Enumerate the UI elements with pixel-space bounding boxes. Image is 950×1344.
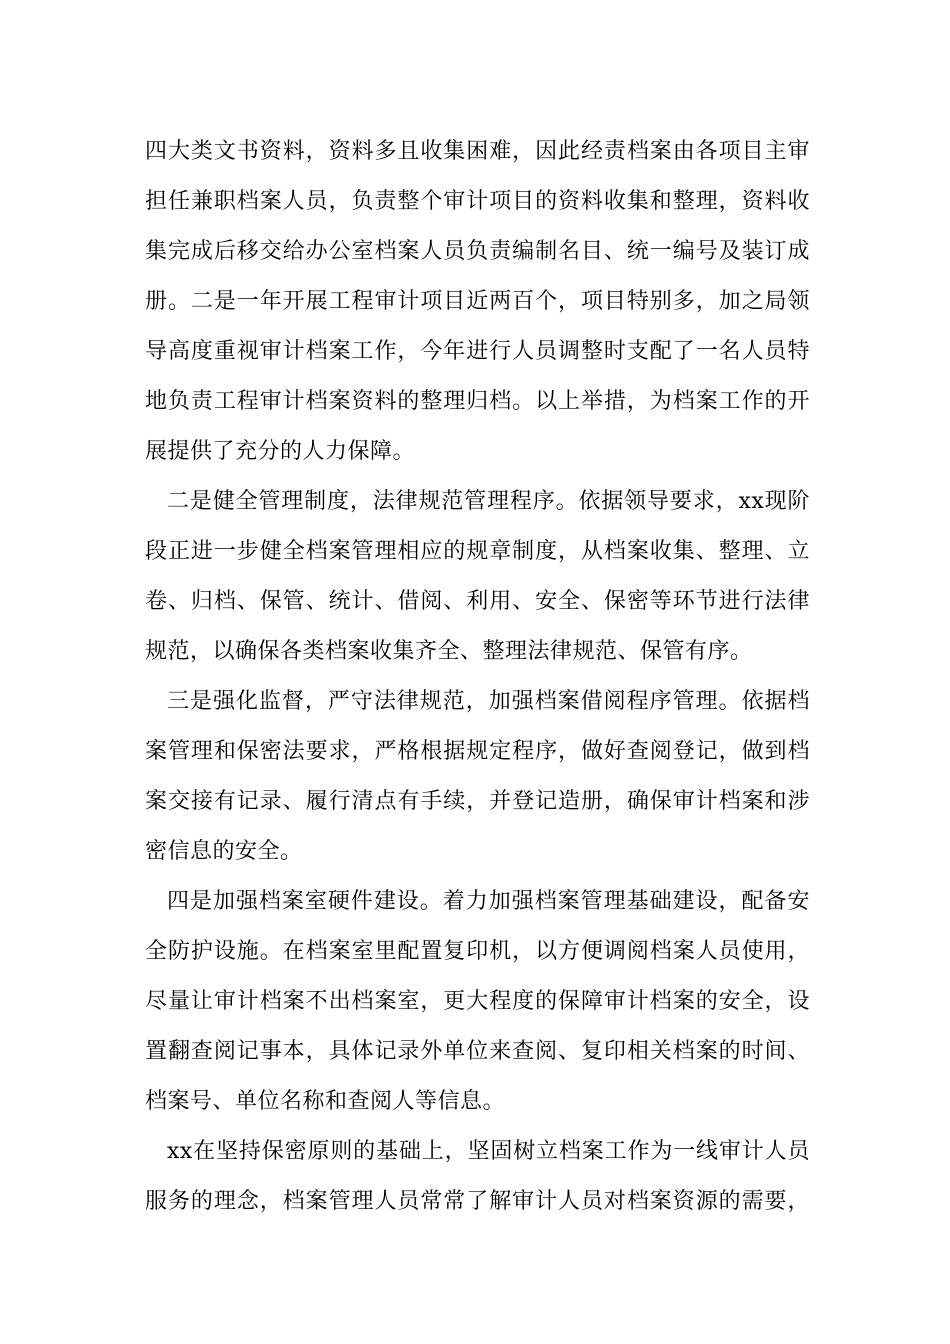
text-line: 集完成后移交给办公室档案人员负责编制名目、统一编号及装订成	[145, 239, 810, 264]
text-line: 密信息的安全。	[145, 839, 303, 864]
text-line: xx在坚持保密原则的基础上，坚固树立档案工作为一线审计人员	[167, 1139, 810, 1164]
text-line: 案交接有记录、履行清点有手续，并登记造册，确保审计档案和涉	[145, 789, 810, 814]
text-line: 地负责工程审计档案资料的整理归档。以上举措，为档案工作的开	[145, 389, 810, 414]
text-line: 服务的理念，档案管理人员常常了解审计人员对档案资源的需要，	[145, 1189, 810, 1214]
text-line: 三是强化监督，严守法律规范，加强档案借阅程序管理。依据档	[167, 689, 810, 714]
text-line: 尽量让审计档案不出档案室，更大程度的保障审计档案的安全，设	[145, 989, 810, 1014]
text-line: 段正进一步健全档案管理相应的规章制度，从档案收集、整理、立	[145, 539, 810, 564]
text-line: 册。二是一年开展工程审计项目近两百个，项目特别多，加之局领	[145, 289, 810, 314]
text-line: 二是健全管理制度，法律规范管理程序。依据领导要求，xx现阶	[167, 489, 810, 514]
text-line: 担任兼职档案人员，负责整个审计项目的资料收集和整理，资料收	[145, 189, 810, 214]
text-line: 案管理和保密法要求，严格根据规定程序，做好查阅登记，做到档	[145, 739, 810, 764]
text-line: 档案号、单位名称和查阅人等信息。	[145, 1089, 506, 1114]
text-line: 四是加强档案室硬件建设。着力加强档案管理基础建设，配备安	[167, 889, 810, 914]
text-line: 卷、归档、保管、统计、借阅、利用、安全、保密等环节进行法律	[145, 589, 810, 614]
text-line: 四大类文书资料，资料多且收集困难，因此经责档案由各项目主审	[145, 139, 810, 164]
text-line: 置翻查阅记事本，具体记录外单位来查阅、复印相关档案的时间、	[145, 1039, 810, 1064]
text-line: 全防护设施。在档案室里配置复印机，以方便调阅档案人员使用，	[145, 939, 810, 964]
text-line: 规范，以确保各类档案收集齐全、整理法律规范、保管有序。	[145, 639, 753, 664]
text-line: 导高度重视审计档案工作，今年进行人员调整时支配了一名人员特	[145, 339, 810, 364]
text-line: 展提供了充分的人力保障。	[145, 439, 416, 464]
